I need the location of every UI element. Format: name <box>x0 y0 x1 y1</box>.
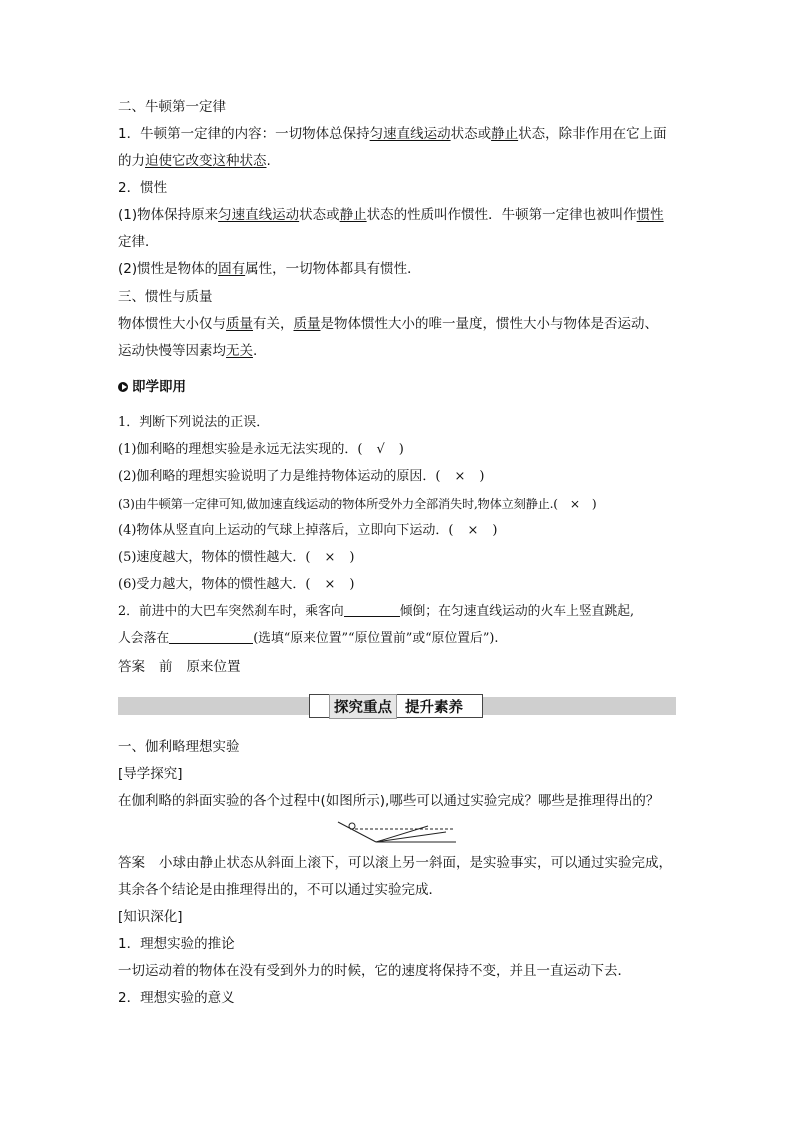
paragraph-line <box>118 259 421 279</box>
cross-mark: × <box>467 523 479 538</box>
answer-line: 答案 前 原来位置 <box>118 659 241 675</box>
text-segment: . <box>253 343 258 359</box>
text-segment: 状态或 <box>450 126 492 142</box>
banner-left: 探究重点 <box>329 694 397 719</box>
text-segment: 定律． <box>118 234 159 250</box>
statement-4: (4)物体从竖直向上运动的气球上掉落后，立即向下运动．( × ) <box>118 523 498 538</box>
statement-1: (1)伽利略的理想实验是永远无法实现的．( √ ) <box>118 442 404 457</box>
fill-blank <box>169 629 253 644</box>
text-segment: 有关， <box>253 316 294 332</box>
text-segment: 状态或 <box>299 207 340 223</box>
question-2-line-2: 人会落在 (选填“原来位置”“原位置前”或“原位置后”). <box>118 631 499 646</box>
text-segment: 的力 <box>118 153 145 169</box>
paragraph-line <box>118 151 271 171</box>
underlined-term: 迫使它改变这种状态 <box>145 153 267 169</box>
section-banner <box>309 694 483 718</box>
paragraph-line <box>118 341 257 361</box>
point-2-title: 2．理想实验的意义 <box>118 990 235 1006</box>
underlined-term: 匀速直线运动 <box>369 126 451 142</box>
section-heading-galileo: 一、伽利略理想实验 <box>118 739 240 755</box>
banner-right: 提升素养 <box>405 699 463 716</box>
text-segment: 物体惯性大小仅与 <box>118 316 226 332</box>
section-heading-newton-first-law: 二、牛顿第一定律 <box>118 99 226 115</box>
check-mark: √ <box>376 442 385 457</box>
practice-title: 即学即用 <box>118 377 186 397</box>
text-segment: 运动快慢等因素均 <box>118 343 226 359</box>
text-segment: 是物体惯性大小的唯一量度，惯性大小与物体是否运动、 <box>320 316 658 332</box>
text-segment: . <box>266 153 271 169</box>
underlined-term: 固有 <box>218 261 246 277</box>
underlined-term: 静止 <box>339 207 367 223</box>
paragraph-line <box>118 232 159 252</box>
underlined-term: 静止 <box>491 126 519 142</box>
statement-5: (5)速度越大，物体的惯性越大．( × ) <box>118 550 355 565</box>
underlined-term: 质量 <box>226 316 253 332</box>
text-segment: (1)物体保持原来 <box>118 207 219 223</box>
text-segment: 状态，除非作用在它上面 <box>518 126 667 142</box>
underlined-term: 无关 <box>226 343 253 359</box>
deepen-label: [知识深化] <box>118 909 183 925</box>
statement-6: (6)受力越大，物体的惯性越大．( × ) <box>118 577 355 592</box>
paragraph-line <box>118 124 667 144</box>
cross-mark: × <box>324 577 336 592</box>
play-circle-icon <box>118 382 128 392</box>
point-1-title: 1．理想实验的推论 <box>118 936 235 952</box>
underlined-term: 质量 <box>293 316 321 332</box>
paragraph-line <box>118 205 664 225</box>
point-1-text: 一切运动着的物体在没有受到外力的时候，它的速度将保持不变，并且一直运动下去． <box>118 963 631 979</box>
underlined-term: 匀速直线运动 <box>218 207 300 223</box>
question-1-heading: 1．判断下列说法的正误． <box>118 415 270 430</box>
underlined-term: 惯性 <box>636 207 664 223</box>
subheading-inertia: 2．惯性 <box>118 180 168 196</box>
question-text: 在伽利略的斜面实验的各个过程中(如图所示),哪些可以通过实验完成？哪些是推理得出的？ <box>118 793 660 809</box>
cross-mark: × <box>454 469 466 484</box>
answer-line-1: 答案 小球由静止状态从斜面上滚下，可以滚上另一斜面，是实验事实，可以通过实验完成， <box>118 855 672 871</box>
cross-mark: × <box>324 550 336 565</box>
fill-blank <box>344 602 400 617</box>
answer-line-2: 其余各个结论是由推理得出的，不可以通过实验完成． <box>118 882 442 898</box>
section-heading-inertia-mass: 三、惯性与质量 <box>118 289 213 305</box>
statement-2: (2)伽利略的理想实验说明了力是维持物体运动的原因．( × ) <box>118 469 485 484</box>
statement-3: (3)由牛顿第一定律可知,做加速直线运动的物体所受外力全部消失时,物体立刻静止.( × ) <box>118 497 597 511</box>
question-2-line-1: 2．前进中的大巴车突然刹车时，乘客向 倾倒；在匀速直线运动的火车上竖直跳起, <box>118 604 635 619</box>
text-segment: 状态的性质叫作惯性．牛顿第一定律也被叫作 <box>366 207 637 223</box>
text-segment: 1．牛顿第一定律的内容：一切物体总保持 <box>118 126 370 142</box>
guide-label: [导学探究] <box>118 766 183 782</box>
cross-mark: × <box>569 497 580 511</box>
text-segment: (2)惯性是物体的 <box>118 261 219 277</box>
text-segment: 属性，一切物体都具有惯性． <box>245 261 421 277</box>
incline-diagram-icon <box>336 820 458 846</box>
paragraph-line <box>118 314 658 334</box>
